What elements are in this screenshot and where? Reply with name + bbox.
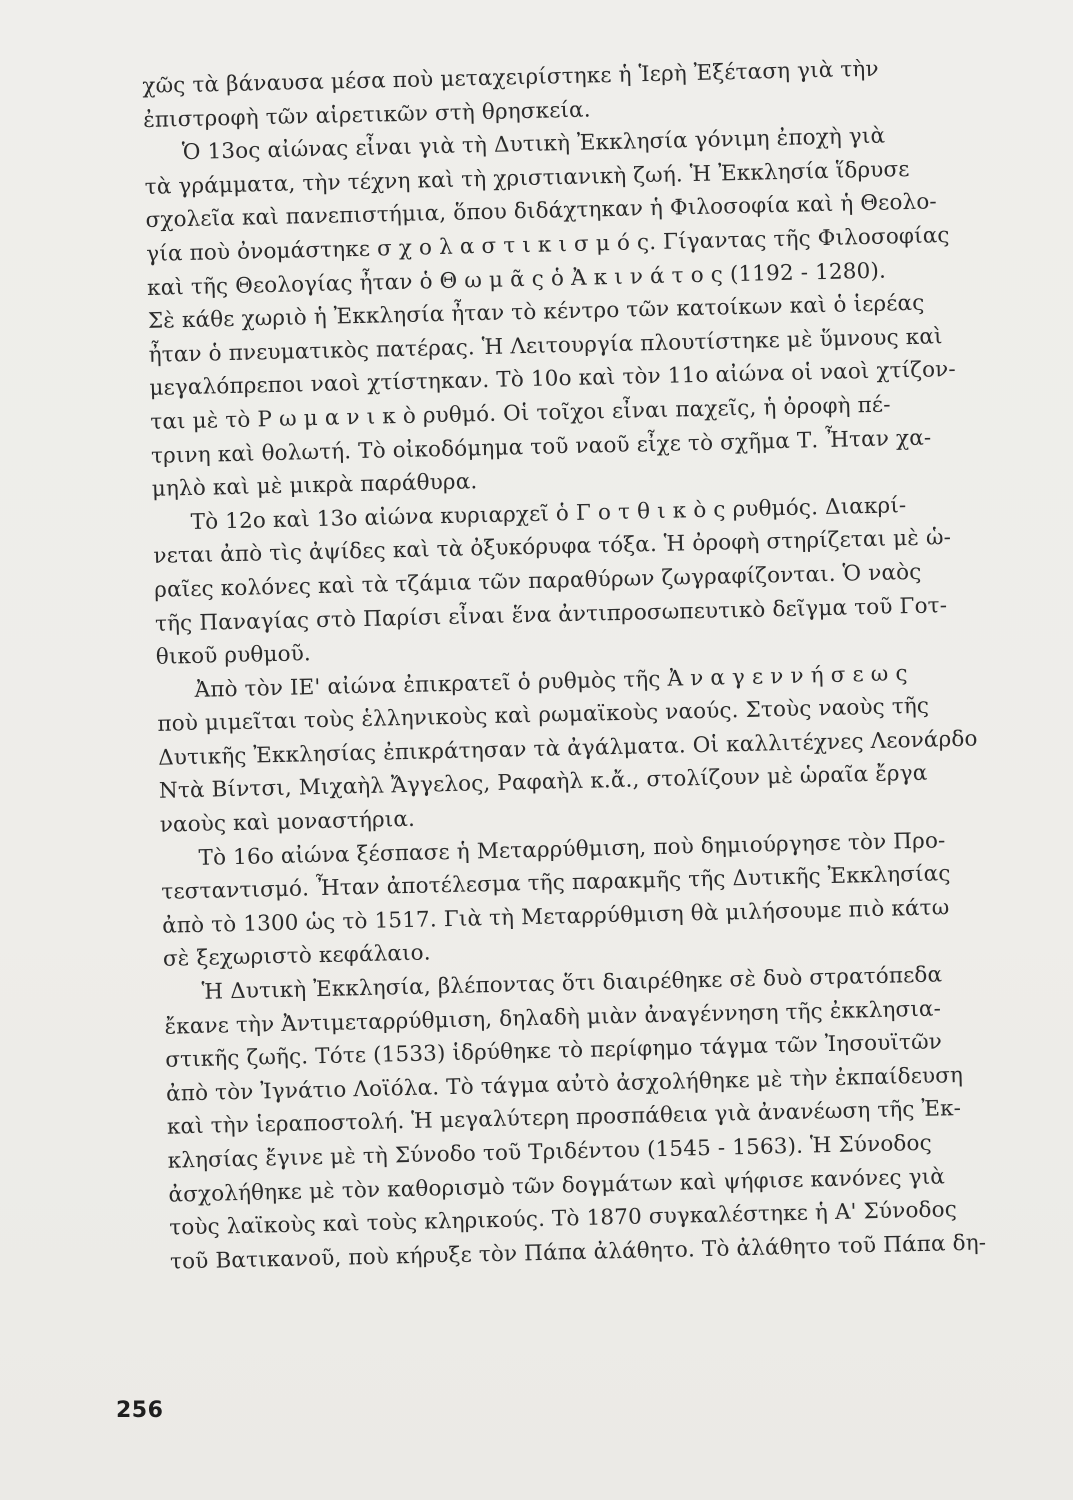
text-line: τεσταντισμό. Ἦταν ἀποτέλεσμα τῆς παρακμῆς τῆς Δυτικῆς Ἐκκλησίας — [161, 861, 951, 906]
body-text — [142, 50, 1025, 1279]
text-line: τρινη καὶ θολωτή. Τὸ οἰκοδόμημα τοῦ ναοῦ εἶχε τὸ σχῆμα Τ. Ἦταν χα- — [150, 425, 932, 469]
text-line: τοῦ Βατικανοῦ, ποὺ κήρυξε τὸν Πάπα ἀλάθητο. Τὸ ἀλάθητο τοῦ Πάπα δη- — [169, 1230, 987, 1275]
text-line: γία ποὺ ὀνομάστηκε σ χ ο λ α σ τ ι κ ι σ μ ό ς. Γίγαντας τῆς Φιλοσοφίας — [146, 222, 950, 267]
text-line: θικοῦ ρυθμοῦ. — [155, 641, 312, 670]
text-line: καὶ τὴν ἱεραποστολή. Ἡ μεγαλύτερη προσπάθεια γιὰ ἀνανέωση τῆς Ἐκ- — [166, 1096, 962, 1141]
text-line: τὰ γράμματα, τὴν τέχνη καὶ τὴ χριστιανικὴ ζωή. Ἡ Ἐκκλησία ἵδρυσε — [144, 156, 910, 200]
text-line: τῆς Παναγίας στὸ Παρίσι εἶναι ἕνα ἀντιπροσωπευτικὸ δεῖγμα τοῦ Γοτ- — [154, 592, 948, 637]
text-line: ἀπὸ τὸ 1300 ὡς τὸ 1517. Γιὰ τὴ Μεταρρύθμιση θὰ μιλήσουμε πιὸ κάτω — [161, 895, 950, 939]
text-line: τοὺς λαϊκοὺς καὶ τοὺς κληρικούς. Τὸ 1870 συγκαλέστηκε ἡ Α' Σύνοδος — [169, 1197, 958, 1241]
paragraph-start-line: Ἡ Δυτικὴ Ἐκκλησία, βλέποντας ὅτι διαιρέθηκε σὲ δυὸ στρατόπεδα — [201, 962, 943, 1005]
text-line: χῶς τὰ βάναυσα μέσα ποὺ μεταχειρίστηκε ἡ Ἱερὴ Ἐξέταση γιὰ τὴν — [142, 56, 879, 99]
text-line: καὶ τῆς Θεολογίας ἦταν ὁ Θ ω μ ᾶ ς ὁ Ἀ κ ι ν ά τ ο ς (1192 - 1280). — [146, 258, 887, 301]
text-line: ἔκανε τὴν Ἀντιμεταρρύθμιση, δηλαδὴ μιὰν ἀναγέννηση τῆς ἐκκλησια- — [164, 996, 942, 1040]
text-line: Σὲ κάθε χωριὸ ἡ Ἐκκλησία ἦταν τὸ κέντρο τῶν κατοίκων καὶ ὁ ἱερέας — [147, 290, 925, 335]
text-line: ἦταν ὁ πνευματικὸς πατέρας. Ἡ Λειτουργία πλουτίστηκε μὲ ὕμνους καὶ — [148, 323, 943, 368]
text-line: σὲ ξεχωριστὸ κεφάλαιο. — [162, 940, 431, 973]
text-line: ται μὲ τὸ Ρ ω μ α ν ι κ ὸ ρυθμό. Οἱ τοῖχοι εἶναι παχεῖς, ἡ ὀροφὴ πέ- — [150, 392, 891, 435]
page-number: 256 — [116, 1398, 164, 1423]
text-line: ναοὺς καὶ μοναστήρια. — [159, 806, 416, 838]
text-line: μηλὸ καὶ μὲ μικρὰ παράθυρα. — [151, 469, 478, 503]
text-line: ἀσχολήθηκε μὲ τὸν καθορισμὸ τῶν δογμάτων καὶ ψήφισε κανόνες γιὰ — [168, 1163, 946, 1208]
text-line: Ντὰ Βίντσι, Μιχαὴλ Ἄγγελος, Ραφαὴλ κ.ἄ., στολίζουν μὲ ὡραῖα ἔργα — [158, 761, 928, 805]
text-line: ραῖες κολόνες καὶ τὰ τζάμια τῶν παραθύρων ζωγραφίζονται. Ὁ ναὸς — [153, 559, 922, 603]
paragraph-start-line: Ὁ 13ος αἰώνας εἶναι γιὰ τὴ Δυτικὴ Ἐκκλησία γόνιμη ἐποχὴ γιὰ — [181, 123, 886, 166]
text-line: ἐπιστροφὴ τῶν αἱρετικῶν στὴ θρησκεία. — [142, 97, 591, 133]
text-line: Δυτικῆς Ἐκκλησίας ἐπικράτησαν τὰ ἀγάλματα. Οἱ καλλιτέχνες Λεονάρδο — [157, 726, 978, 771]
text-line: ποὺ μιμεῖται τοὺς ἑλληνικοὺς καὶ ρωμαϊκοὺς ναούς. Στοὺς ναοὺς τῆς — [157, 693, 930, 738]
paragraph-start-line: Τὸ 16ο αἰώνα ξέσπασε ἡ Μεταρρύθμιση, ποὺ δημιούργησε τὸν Προ- — [198, 827, 946, 871]
text-line: νεται ἀπὸ τὶς ἀψίδες καὶ τὰ ὀξυκόρυφα τόξα. Ἡ ὀροφὴ στηρίζεται μὲ ὡ- — [153, 525, 952, 570]
text-line: κλησίας ἔγινε μὲ τὴ Σύνοδο τοῦ Τριδέντου (1545 - 1563). Ἡ Σύνοδος — [167, 1130, 933, 1174]
text-line: σχολεῖα καὶ πανεπιστήμια, ὅπου διδάχτηκαν ἡ Φιλοσοφία καὶ ἡ Θεολο- — [145, 189, 938, 234]
text-line: μεγαλόπρεποι ναοὶ χτίστηκαν. Τὸ 10ο καὶ τὸν 11ο αἰώνα οἱ ναοὶ χτίζον- — [149, 357, 957, 402]
text-line: στικῆς ζωῆς. Τότε (1533) ἱδρύθηκε τὸ περίφημο τάγμα τῶν Ἰησουϊτῶν — [165, 1029, 943, 1073]
paragraph-start-line: Ἀπὸ τὸν ΙΕ' αἰώνα ἐπικρατεῖ ὁ ρυθμὸς τῆς Ἀ ν α γ ε ν ν ή σ ε ω ς — [194, 660, 908, 703]
paragraph-start-line: Τὸ 12ο καὶ 13ο αἰώνα κυριαρχεῖ ὁ Γ ο τ θ ι κ ὸ ς ρυθμός. Διακρί- — [190, 492, 907, 535]
text-line: ἀπὸ τὸν Ἰγνάτιο Λοϊόλα. Τὸ τάγμα αὐτὸ ἀσχολήθηκε μὲ τὴν ἐκπαίδευση — [165, 1062, 964, 1107]
